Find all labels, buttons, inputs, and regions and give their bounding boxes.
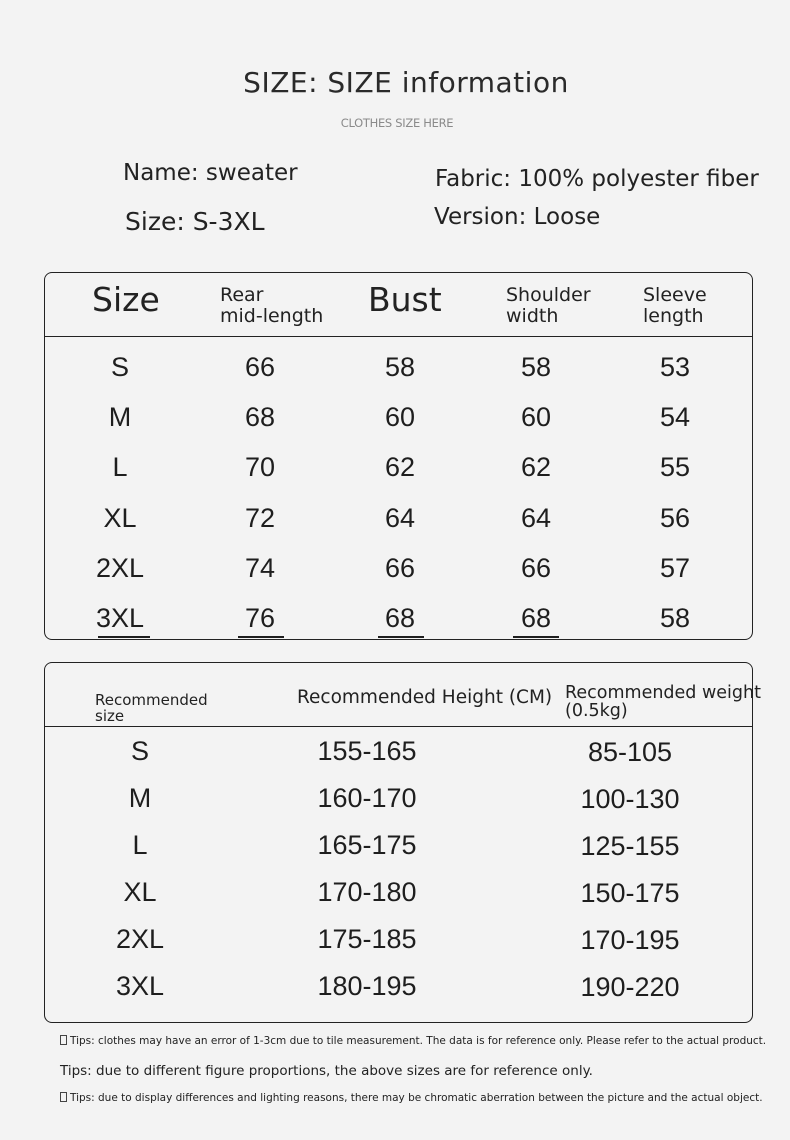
size-header: Size [92,280,160,319]
rec-height-cell: 160-170 [317,783,417,813]
page-title: SIZE: SIZE information [243,66,569,99]
tip-color [60,1092,763,1104]
size-cell: L [112,452,128,482]
shoulder-width-header-line2: width [506,305,559,327]
shoulder-width-cell: 58 [520,352,552,382]
page-subtitle: CLOTHES SIZE HERE [340,116,454,130]
product-version: Version: Loose [434,204,601,230]
recommended-weight-header-line2: (0.5kg) [565,701,628,721]
rear-length-cell: 76 [244,603,276,633]
bust-cell: 62 [384,452,416,482]
recommended-size-header-line1: Recommended [95,691,208,709]
bust-header: Bust [368,280,442,319]
bust-cell: 68 [384,603,416,633]
size-cell: S [110,352,129,382]
tip-figure: Tips: due to different figure proportions, the above sizes are for reference only. [60,1063,593,1079]
product-size-range: Size: S-3XL [125,207,265,236]
size-cell: 2XL [95,553,145,583]
rec-weight-cell: 190-220 [580,972,680,1002]
rec-size-cell: 2XL [115,924,165,954]
size-cell: 3XL [95,603,145,633]
size-table-header-divider [45,336,752,337]
tip-measurement [60,1035,766,1047]
sleeve-length-cell: 54 [659,402,691,432]
sleeve-length-header [643,285,707,327]
product-fabric: Fabric: 100% polyester fiber [435,166,759,192]
shoulder-width-header-line1: Shoulder [506,284,591,306]
rear-length-header-line1: Rear [220,284,264,306]
bust-cell: 60 [384,402,416,432]
shoulder-width-header [506,285,591,327]
product-name: Name: sweater [123,160,298,186]
rec-size-cell: S [130,736,149,766]
rec-weight-cell: 85-105 [587,737,673,767]
rec-table-header-divider [45,726,752,727]
recommended-weight-header-line1: Recommended weight [565,683,761,703]
sleeve-length-header-line1: Sleeve [643,284,707,306]
bust-cell: 66 [384,553,416,583]
size-cell: M [108,402,132,432]
sleeve-length-header-line2: length [643,305,704,327]
rec-size-cell: L [132,830,148,860]
rec-weight-cell: 125-155 [580,831,680,861]
rear-length-cell: 68 [244,402,276,432]
sleeve-length-cell: 55 [659,452,691,482]
sleeve-length-cell: 57 [659,553,691,583]
shoulder-width-cell: 68 [520,603,552,633]
rear-length-cell: 72 [244,503,276,533]
row-underline [378,636,424,638]
tip-bullet-icon [60,1035,67,1045]
row-underline [513,636,559,638]
shoulder-width-cell: 66 [520,553,552,583]
tip-bullet-icon [60,1092,67,1102]
sleeve-length-cell: 56 [659,503,691,533]
bust-cell: 58 [384,352,416,382]
rec-height-cell: 155-165 [317,736,417,766]
rear-length-header-line2: mid-length [220,305,324,327]
row-underline [98,636,150,638]
rec-weight-cell: 150-175 [580,878,680,908]
sleeve-length-cell: 53 [659,352,691,382]
shoulder-width-cell: 64 [520,503,552,533]
tip-measurement-text: Tips: clothes may have an error of 1-3cm due to tile measurement. The data is for reference only. Please refer to the actual product. [70,1035,767,1047]
rec-height-cell: 180-195 [317,971,417,1001]
rec-size-cell: M [128,783,152,813]
rec-height-cell: 165-175 [317,830,417,860]
rec-size-cell: 3XL [115,971,165,1001]
sleeve-length-cell: 58 [659,603,691,633]
rec-height-cell: 170-180 [317,877,417,907]
row-underline [238,636,284,638]
recommended-size-header-line2: size [95,707,125,725]
rear-length-cell: 70 [244,452,276,482]
shoulder-width-cell: 62 [520,452,552,482]
recommended-height-header: Recommended Height (CM) [297,687,553,708]
rear-length-header [220,285,323,327]
rear-length-cell: 66 [244,352,276,382]
rec-height-cell: 175-185 [317,924,417,954]
rec-weight-cell: 100-130 [580,784,680,814]
recommended-weight-header [565,684,761,720]
bust-cell: 64 [384,503,416,533]
tip-color-text: Tips: due to display differences and lighting reasons, there may be chromatic aberration between the picture and the actual object. [70,1092,763,1104]
size-cell: XL [103,503,137,533]
rec-size-cell: XL [123,877,157,907]
recommended-size-header [95,692,208,724]
rear-length-cell: 74 [244,553,276,583]
rec-weight-cell: 170-195 [580,925,680,955]
shoulder-width-cell: 60 [520,402,552,432]
